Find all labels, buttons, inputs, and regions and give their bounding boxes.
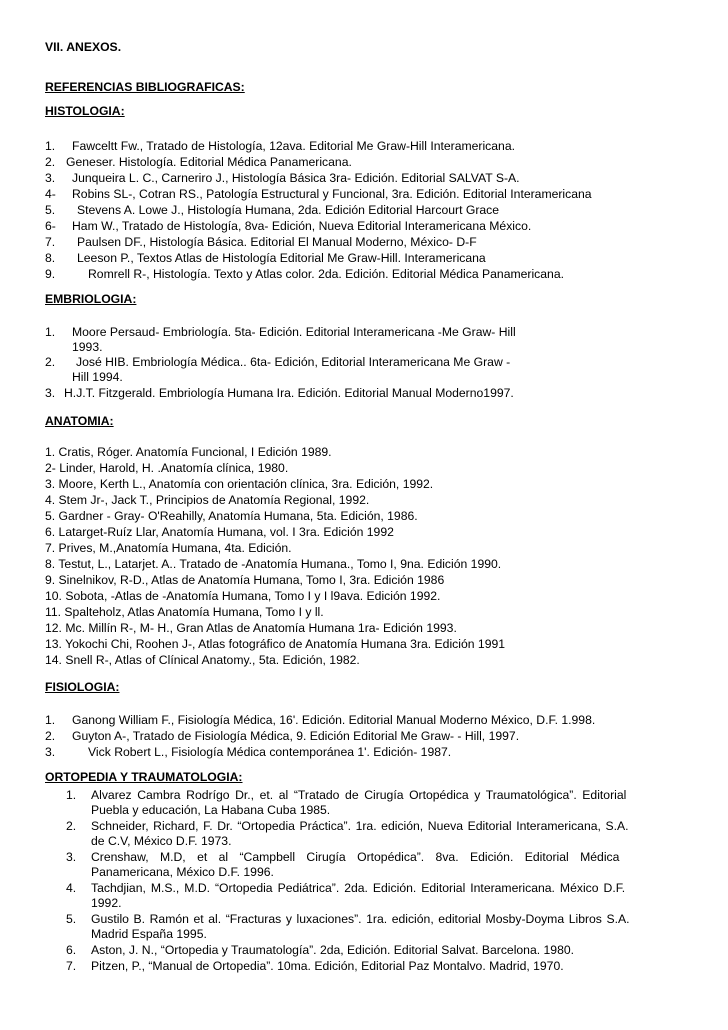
list-item-number: 3. xyxy=(45,171,56,185)
list-item: 10. Sobota, -Atlas de -Anatomía Humana, Tomo I y I l9ava. Edición 1992. xyxy=(45,589,441,603)
list-item-number: 6- xyxy=(45,219,56,233)
list-item: 11. Spalteholz, Atlas Anatomía Humana, Tomo I y ll. xyxy=(45,605,324,619)
list-item: Tachdjian, M.S., M.D. “Ortopedia Pediátrica”. 2da. Edición. Editorial Interamericana. México D.F. xyxy=(91,881,626,895)
list-item-number: 8. xyxy=(45,251,56,265)
list-item-number: 7. xyxy=(45,235,56,249)
list-item: Aston, J. N., “Ortopedia y Traumatología”. 2da, Edición. Editorial Salvat. Barcelona. 1980. xyxy=(91,943,575,957)
list-item-number: 1. xyxy=(45,139,56,153)
list-item: Junqueira L. C., Carneriro J., Histología Básica 3ra- Edición. Editorial SALVAT S-A. xyxy=(72,171,520,185)
list-item-number: 2. xyxy=(45,729,56,743)
list-item-number: 2. xyxy=(66,819,77,833)
list-item: 9. Sinelnikov, R-D., Atlas de Anatomía Humana, Tomo I, 3ra. Edición 1986 xyxy=(45,573,445,587)
list-item: H.J.T. Fitzgerald. Embriología Humana Ira. Edición. Editorial Manual Moderno1997. xyxy=(64,386,514,400)
list-item: 12. Mc. Millín R-, M- H., Gran Atlas de Anatomía Humana 1ra- Edición 1993. xyxy=(45,621,457,635)
list-item-number: 4- xyxy=(45,187,56,201)
list-item-number: 5. xyxy=(66,912,77,926)
list-item: Guyton A-, Tratado de Fisiología Médica, 9. Edición Editorial Me Graw- - Hill, 1997. xyxy=(72,729,520,743)
list-item: 3. Moore, Kerth L., Anatomía con orientación clínica, 3ra. Edición, 1992. xyxy=(45,477,434,491)
list-item-number: 3. xyxy=(66,850,77,864)
list-item: Ham W., Tratado de Histología, 8va- Edición, Nueva Editorial Interamericana México. xyxy=(72,219,532,233)
list-item: 6. Latarget-Ruíz Llar, Anatomía Humana, vol. I 3ra. Edición 1992 xyxy=(45,525,394,539)
list-item: Pitzen, P., “Manual de Ortopedia”. 10ma. Edición, Editorial Paz Montalvo. Madrid, 1970. xyxy=(91,959,564,973)
list-item: Leeson P., Textos Atlas de Histología Editorial Me Graw-Hill. Interamericana xyxy=(77,251,486,265)
list-item: 8. Testut, L., Latarjet. A.. Tratado de -Anatomía Humana., Tomo I, 9na. Edición 1990. xyxy=(45,557,502,571)
list-item: 4. Stem Jr-, Jack T., Principios de Anatomía Regional, 1992. xyxy=(45,493,370,507)
list-item: 5. Gardner - Gray- O'Reahilly, Anatomía Humana, 5ta. Edición, 1986. xyxy=(45,509,418,523)
list-item: Gustilo B. Ramón et al. “Fracturas y luxaciones”. 1ra. edición, editorial Mosby-Doyma Libros S.A. xyxy=(91,912,630,926)
list-item: Stevens A. Lowe J., Histología Humana, 2da. Edición Editorial Harcourt Grace xyxy=(77,203,500,217)
list-item-continuation: Hill 1994. xyxy=(72,370,123,384)
list-item-number: 6. xyxy=(66,943,77,957)
list-item-number: 5. xyxy=(45,203,56,217)
list-item-continuation: 1992. xyxy=(91,896,122,910)
list-item: 7. Prives, M.,Anatomía Humana, 4ta. Edición. xyxy=(45,541,292,555)
list-item-continuation: de C.V, México D.F. 1973. xyxy=(91,834,232,848)
list-item: Schneider, Richard, F. Dr. “Ortopedia Práctica”. 1ra. edición, Nueva Editorial Interamericana, S.A. xyxy=(91,819,629,833)
list-item-continuation: 1993. xyxy=(72,340,103,354)
list-item-number: 2. xyxy=(45,155,56,169)
list-item-number: 9. xyxy=(45,267,56,281)
list-item-number: 7. xyxy=(66,959,77,973)
fisiologia-heading: FISIOLOGIA: xyxy=(45,680,120,694)
list-item: 13. Yokochi Chi, Roohen J-, Atlas fotográfico de Anatomía Humana 3ra. Edición 1991 xyxy=(45,637,506,651)
list-item: 14. Snell R-, Atlas of Clínical Anatomy., 5ta. Edición, 1982. xyxy=(45,653,360,667)
list-item-continuation: Puebla y educación, La Habana Cuba 1985. xyxy=(91,803,331,817)
list-item-number: 1. xyxy=(66,788,77,802)
list-item-number: 2. xyxy=(45,355,56,369)
list-item-number: 1. xyxy=(45,325,56,339)
histologia-heading: HISTOLOGIA: xyxy=(45,104,125,118)
list-item-continuation: Madrid España 1995. xyxy=(91,927,207,941)
list-item: Fawceltt Fw., Tratado de Histología, 12ava. Editorial Me Graw-Hill Interamericana. xyxy=(72,139,515,153)
list-item: José HIB. Embriología Médica.. 6ta- Edición, Editorial Interamericana Me Graw - xyxy=(76,355,511,369)
references-heading: REFERENCIAS BIBLIOGRAFICAS: xyxy=(45,80,245,94)
list-item: Vick Robert L., Fisiología Médica contemporánea 1'. Edición- 1987. xyxy=(88,745,452,759)
list-item-number: 4. xyxy=(66,881,77,895)
list-item: 2- Linder, Harold, H. .Anatomía clínica, 1980. xyxy=(45,461,289,475)
list-item: 1. Cratis, Róger. Anatomía Funcional, I Edición 1989. xyxy=(45,445,332,459)
annex-heading: VII. ANEXOS. xyxy=(45,40,122,54)
list-item-number: 3. xyxy=(45,386,56,400)
list-item: Ganong William F., Fisiología Médica, 16'. Edición. Editorial Manual Moderno México, D.F. 1.998. xyxy=(72,713,596,727)
embriologia-heading: EMBRIOLOGIA: xyxy=(45,292,137,306)
list-item: Alvarez Cambra Rodrígo Dr., et. al “Tratado de Cirugía Ortopédica y Traumatológica”. Editorial xyxy=(91,788,627,802)
anatomia-heading: ANATOMIA: xyxy=(45,414,114,428)
list-item-number: 3. xyxy=(45,745,56,759)
list-item: Crenshaw, M.D, et al “Campbell Cirugía Ortopédica”. 8va. Edición. Editorial Médica xyxy=(91,850,620,864)
list-item: Romrell R-, Histología. Texto y Atlas color. 2da. Edición. Editorial Médica Panamericana. xyxy=(88,267,564,281)
ortopedia-heading: ORTOPEDIA Y TRAUMATOLOGIA: xyxy=(45,770,243,784)
list-item: Geneser. Histología. Editorial Médica Panamericana. xyxy=(66,155,352,169)
list-item-number: 1. xyxy=(45,713,56,727)
list-item: Moore Persaud- Embriología. 5ta- Edición. Editorial Interamericana -Me Graw- Hill xyxy=(72,325,516,339)
list-item-continuation: Panamericana, México D.F. 1996. xyxy=(91,865,274,879)
list-item: Paulsen DF., Histología Básica. Editorial El Manual Moderno, México- D-F xyxy=(77,235,477,249)
list-item: Robins SL-, Cotran RS., Patología Estructural y Funcional, 3ra. Edición. Editorial Interamericana xyxy=(72,187,592,201)
